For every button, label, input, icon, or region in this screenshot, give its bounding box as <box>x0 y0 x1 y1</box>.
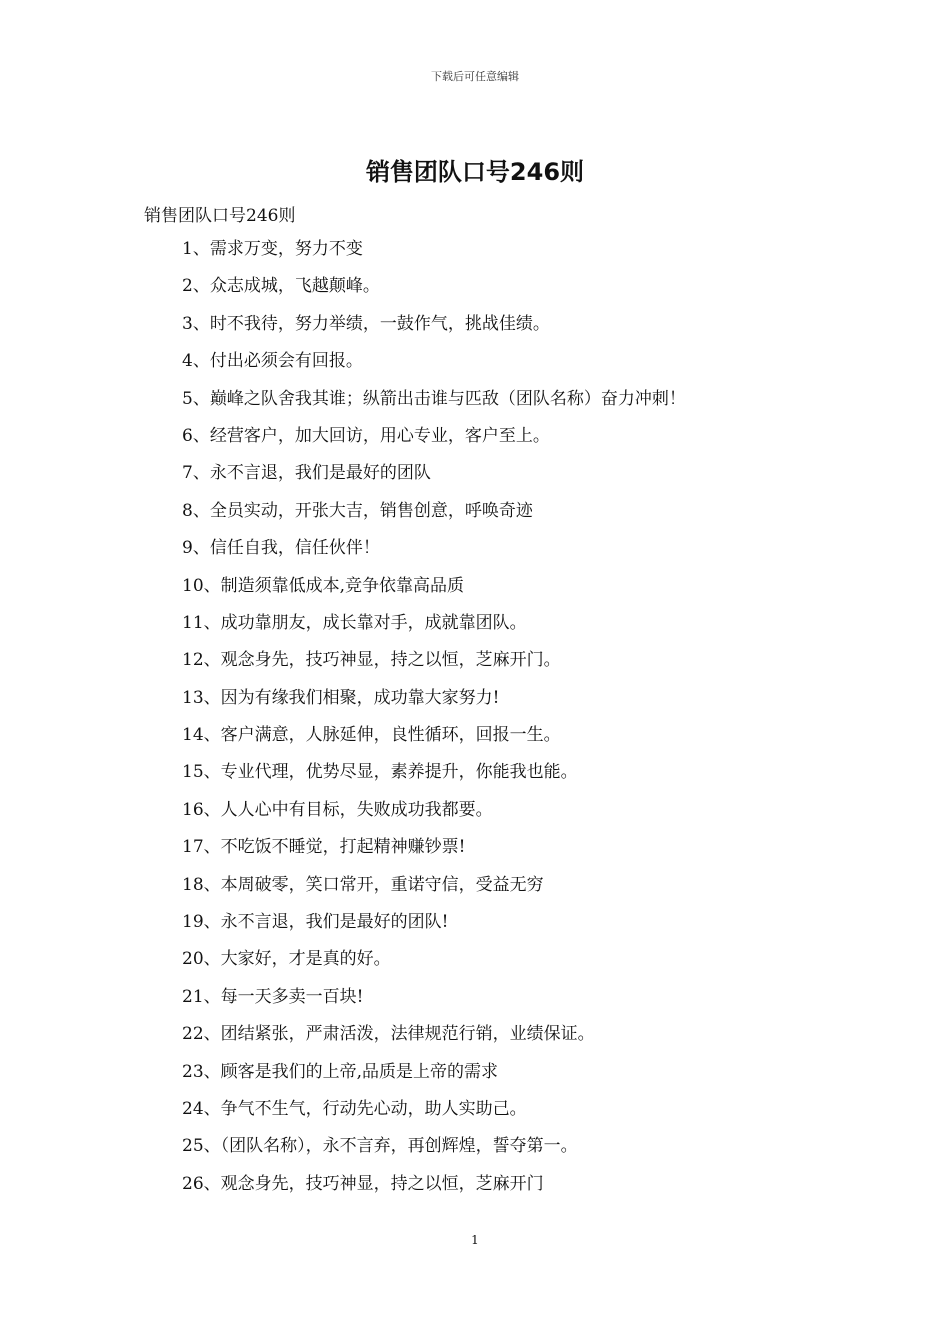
list-item: 21、每一天多卖一百块! <box>182 986 364 1007</box>
list-item: 10、制造须靠低成本,竞争依靠高品质 <box>182 575 465 596</box>
list-item: 2、众志成城，飞越颠峰。 <box>182 276 380 297</box>
page-title: 销售团队口号246则 <box>365 158 585 186</box>
list-item: 1、需求万变，努力不变 <box>182 239 363 259</box>
list-item: 3、时不我待，努力举绩，一鼓作气，挑战佳绩。 <box>182 313 550 334</box>
list-item: 9、信任自我，信任伙伴！ <box>182 538 380 559</box>
list-item: 24、争气不生气，行动先心动，助人实助己。 <box>182 1098 527 1119</box>
list-item: 13、因为有缘我们相聚，成功靠大家努力! <box>182 687 500 708</box>
list-item: 4、付出必须会有回报。 <box>182 351 363 372</box>
list-item: 19、永不言退，我们是最好的团队! <box>182 912 449 933</box>
list-item: 17、不吃饭不睡觉，打起精神赚钞票! <box>182 837 466 858</box>
list-item: 25、（团队名称），永不言弃，再创辉煌，誓夺第一。 <box>182 1136 578 1157</box>
header-note: 下载后可任意编辑 <box>431 70 519 83</box>
list-item: 12、观念身先，技巧神显，持之以恒，芝麻开门。 <box>182 650 561 671</box>
list-item: 5、巅峰之队舍我其谁；纵箭出击谁与匹敌（团队名称）奋力冲刺！ <box>182 388 686 409</box>
list-item: 14、客户满意，人脉延伸，良性循环，回报一生。 <box>182 725 561 746</box>
list-item: 7、永不言退，我们是最好的团队 <box>182 463 431 484</box>
slogan-list <box>182 236 686 1208</box>
list-item: 11、成功靠朋友，成长靠对手，成就靠团队。 <box>182 612 527 633</box>
list-item: 20、大家好，才是真的好。 <box>182 949 391 970</box>
list-item: 15、专业代理，优势尽显，素养提升，你能我也能。 <box>182 762 578 783</box>
list-item: 6、经营客户，加大回访，用心专业，客户至上。 <box>182 425 550 446</box>
list-item: 18、本周破零，笑口常开，重诺守信，受益无穷 <box>182 874 544 895</box>
list-item: 16、人人心中有目标，失败成功我都要。 <box>182 799 493 820</box>
list-item: 26、观念身先，技巧神显，持之以恒，芝麻开门 <box>182 1173 544 1194</box>
list-item: 23、顾客是我们的上帝,品质是上帝的需求 <box>182 1061 499 1082</box>
page-number: 1 <box>471 1233 479 1247</box>
list-item: 8、全员实动，开张大吉，销售创意，呼唤奇迹 <box>182 500 533 521</box>
list-item: 22、团结紧张，严肃活泼，法律规范行销，业绩保证。 <box>182 1024 595 1045</box>
subtitle: 销售团队口号246则 <box>144 206 296 226</box>
